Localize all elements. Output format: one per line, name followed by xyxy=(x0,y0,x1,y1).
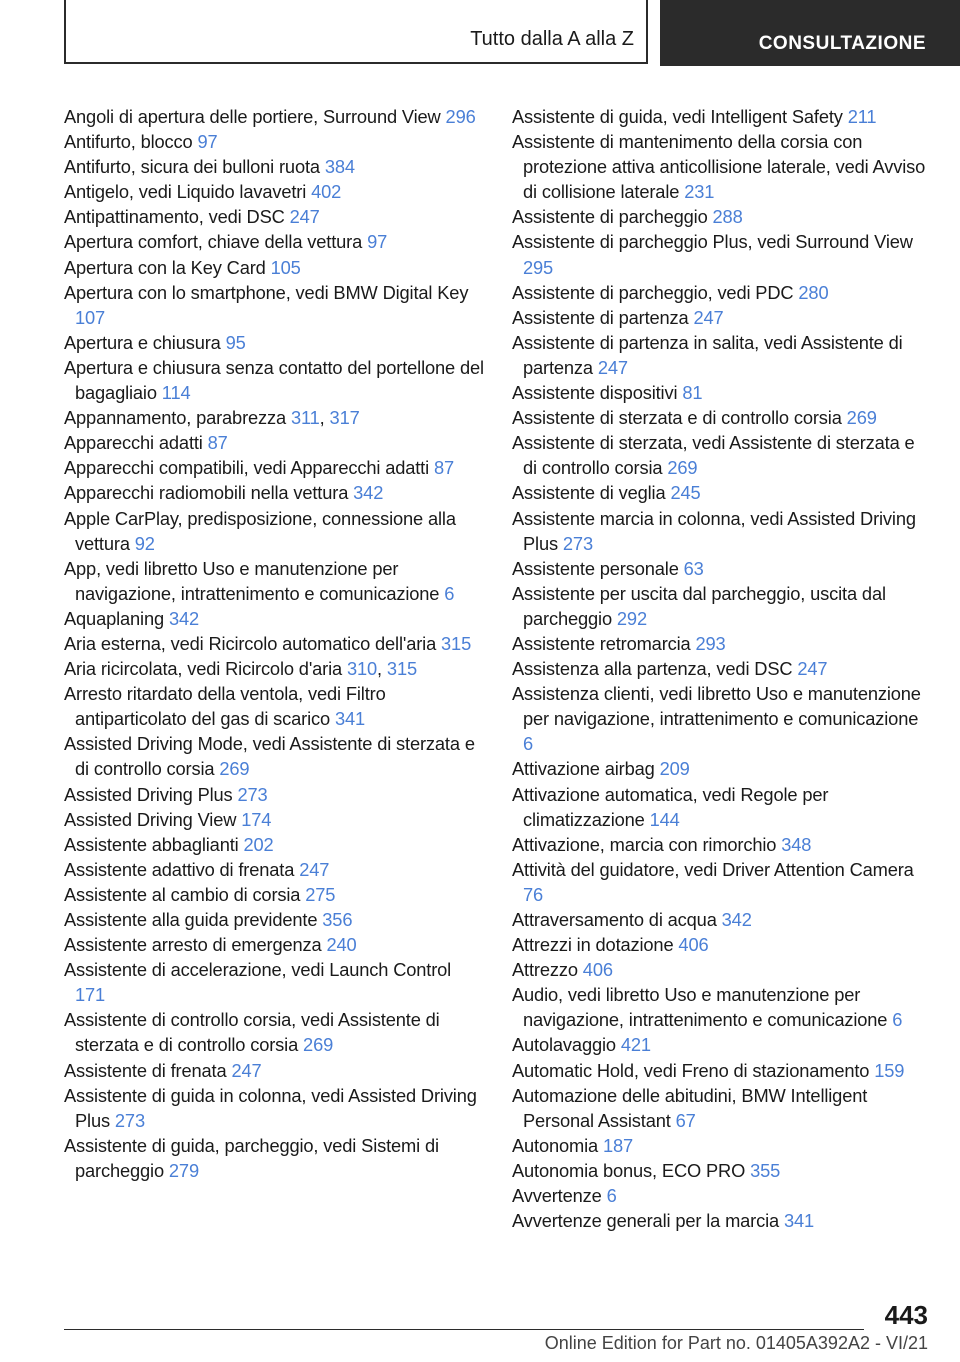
page-reference-link[interactable]: 144 xyxy=(649,808,680,830)
index-entry: Appannamento, parabrezza 311, 317 xyxy=(64,407,360,429)
index-entry xyxy=(512,405,932,430)
index-entry xyxy=(512,1183,932,1208)
page-number: 443 xyxy=(884,1300,928,1330)
index-entry xyxy=(64,330,484,355)
index-entry xyxy=(64,430,484,455)
index-entry xyxy=(64,832,484,857)
page-reference-link[interactable]: 269 xyxy=(846,407,877,429)
index-entry-text: Assistente al cambio di corsia xyxy=(64,883,301,905)
page-reference-link[interactable]: 92 xyxy=(134,532,155,554)
index-entry xyxy=(64,1058,484,1083)
index-entry-text: Assistente di guida, vedi Intelligent Safety xyxy=(512,106,843,127)
index-column-left xyxy=(64,104,484,1183)
page-reference-link[interactable]: 81 xyxy=(682,382,703,404)
index-entry-text: Autonomia xyxy=(512,1134,599,1156)
index-entry-text: Appannamento, parabrezza xyxy=(64,407,287,429)
page-reference-link[interactable]: 269 xyxy=(303,1034,334,1056)
index-entry-text: Assistente di partenza xyxy=(512,306,689,328)
page-reference-link[interactable]: 342 xyxy=(168,607,200,629)
index-entry-text: Assistente di parcheggio xyxy=(512,206,708,228)
index-entry-text: Apparecchi radiomobili nella vettura xyxy=(64,482,349,504)
page-reference-link[interactable]: 315 xyxy=(441,632,472,654)
index-entry xyxy=(512,480,932,505)
index-entry-text: Autolavaggio xyxy=(512,1034,616,1056)
page-reference-link[interactable]: 280 xyxy=(798,281,829,303)
index-entry-text: App, vedi libretto Uso e manutenzione per navigazione, intrattenimento e comunicazione xyxy=(64,557,440,604)
page-reference-link[interactable]: 6 xyxy=(444,582,455,604)
index-entry xyxy=(64,179,484,204)
page-reference-link[interactable]: 67 xyxy=(675,1109,696,1131)
page-reference-link[interactable]: 247 xyxy=(299,858,330,880)
page-reference-link[interactable]: 247 xyxy=(693,306,724,328)
index-entry xyxy=(512,957,932,982)
index-entry-text: Assistente di parcheggio, vedi PDC xyxy=(512,281,794,303)
index-entry xyxy=(64,1007,484,1057)
index-entry xyxy=(64,480,484,505)
page-reference-link[interactable]: 114 xyxy=(161,382,191,404)
page-reference-link[interactable]: 279 xyxy=(168,1159,199,1181)
index-entry-text: Aquaplaning xyxy=(64,607,165,629)
index-entry-text: Apertura e chiusura senza contatto del portellone del bagagliaio xyxy=(64,356,484,404)
page-reference-link[interactable]: 6 xyxy=(523,733,534,755)
index-entry-text: Avvertenze xyxy=(512,1185,602,1207)
chapter-tab xyxy=(660,0,960,66)
index-entry-text: Antifurto, sicura dei bulloni ruota xyxy=(64,156,320,178)
page-reference-link[interactable]: 63 xyxy=(683,557,704,579)
index-entry-text: Assistenza alla partenza, vedi DSC xyxy=(512,658,793,680)
page-reference-link[interactable]: 247 xyxy=(597,356,628,378)
index-entry-text: Assistente di guida, parcheggio, vedi Sistemi di parcheggio xyxy=(64,1134,439,1181)
index-entry-text: Attività del guidatore, vedi Driver Attention Camera xyxy=(512,858,914,880)
page-reference-link[interactable]: 341 xyxy=(334,708,366,730)
index-entry xyxy=(64,681,484,731)
index-entry-text: Antipattinamento, vedi DSC xyxy=(64,206,285,228)
index-entry xyxy=(512,104,932,129)
index-entry-text: Attrezzo xyxy=(512,959,578,981)
index-entry-text: Avvertenze generali per la marcia xyxy=(512,1210,780,1232)
index-entry-text: Assistente di veglia xyxy=(512,482,666,504)
page-reference-link[interactable]: 97 xyxy=(367,231,388,253)
page-reference-link[interactable]: 293 xyxy=(695,632,726,654)
page-reference-link[interactable]: 273 xyxy=(114,1109,145,1131)
index-entry-text: Assistente di sterzata e di controllo corsia xyxy=(512,407,842,429)
page-reference-link[interactable]: 406 xyxy=(582,959,613,981)
index-entry-text: Assistente arresto di emergenza xyxy=(64,934,322,956)
index-entry xyxy=(512,656,932,681)
page-reference-link[interactable]: 171 xyxy=(75,984,106,1006)
index-entry xyxy=(64,857,484,882)
page-reference-link[interactable]: 269 xyxy=(667,457,698,479)
index-entry-text: Assistente di guida in colonna, vedi Assisted Driving Plus xyxy=(64,1084,477,1131)
index-entry-text: Assistente di mantenimento della corsia con protezione attiva anticollisione laterale, vedi Avviso di collisione laterale xyxy=(512,131,926,203)
index-entry xyxy=(512,556,932,581)
page-reference-link[interactable]: 273 xyxy=(562,532,593,554)
index-entry-text: Assistente personale xyxy=(512,557,679,579)
index-entry xyxy=(512,832,932,857)
index-entry-text: Apparecchi adatti xyxy=(64,432,203,454)
page-reference-link[interactable]: 97 xyxy=(197,131,218,153)
index-entry-text: Assistente abbaglianti xyxy=(64,833,239,855)
index-entry xyxy=(64,455,484,480)
page-reference-link[interactable]: 209 xyxy=(659,758,690,780)
index-entry xyxy=(64,104,484,129)
header-rule xyxy=(64,62,648,64)
page-reference-link[interactable]: 159 xyxy=(874,1059,905,1081)
index-entry-text: Assistente di sterzata, vedi Assistente di sterzata e di controllo corsia xyxy=(512,432,915,479)
index-entry-text: Apertura con lo smartphone, vedi BMW Digital Key xyxy=(64,281,469,303)
index-entry-text: Arresto ritardato della ventola, vedi Filtro antiparticolato del gas di scarico xyxy=(64,683,386,730)
index-entry xyxy=(64,782,484,807)
index-entry xyxy=(512,756,932,781)
index-entry-text: Apparecchi compatibili, vedi Apparecchi adatti xyxy=(64,457,430,479)
index-entry xyxy=(512,380,932,405)
index-entry-text: Assistente alla guida previdente xyxy=(64,909,318,930)
index-entry-text: Attivazione, marcia con rimorchio xyxy=(512,833,777,855)
index-entry-text: Automazione delle abitudini, BMW Intelligent Personal Assistant xyxy=(512,1084,868,1131)
index-entry-text: Apertura comfort, chiave della vettura xyxy=(64,231,363,253)
page-reference-link[interactable]: 317 xyxy=(329,407,360,429)
index-entry xyxy=(512,932,932,957)
page-reference-link[interactable]: 247 xyxy=(231,1059,262,1081)
index-entry xyxy=(64,129,484,154)
page-reference-link[interactable]: 6 xyxy=(606,1185,617,1207)
index-entry xyxy=(64,807,484,832)
index-entry-text: Attivazione automatica, vedi Regole per climatizzazione xyxy=(512,783,829,830)
index-entry xyxy=(512,1083,932,1133)
index-entry-text: Assisted Driving View xyxy=(64,808,237,830)
index-entry-text: Aria esterna, vedi Ricircolo automatico dell'aria xyxy=(64,632,437,654)
index-entry xyxy=(512,430,932,480)
index-entry xyxy=(64,280,484,330)
page-reference-link[interactable]: 174 xyxy=(241,808,272,830)
index-entry xyxy=(512,681,932,756)
index-entry xyxy=(512,506,932,556)
page-reference-link[interactable]: 315 xyxy=(386,658,417,680)
page-reference-link[interactable]: 187 xyxy=(603,1134,634,1156)
index-entry xyxy=(512,1058,932,1083)
index-entry-text: Assistente adattivo di frenata xyxy=(64,858,295,880)
page-reference-link[interactable]: 355 xyxy=(750,1159,781,1181)
index-entry-text: Apple CarPlay, predisposizione, connessione alla vettura xyxy=(64,507,456,554)
index-entry-text: Assisted Driving Mode, vedi Assistente di sterzata e di controllo corsia xyxy=(64,733,475,780)
page-reference-link[interactable]: 310 xyxy=(346,658,378,680)
page-reference-link[interactable]: 269 xyxy=(219,758,250,780)
page-reference-link[interactable]: 240 xyxy=(326,934,357,956)
index-entry-text: Assistenza clienti, vedi libretto Uso e manutenzione per navigazione, intrattenimento e comunicazione xyxy=(512,683,921,730)
page-reference-link[interactable]: 245 xyxy=(670,482,701,504)
page-reference-link[interactable]: 202 xyxy=(243,833,274,855)
page-reference-link[interactable]: 76 xyxy=(523,883,544,905)
index-entry xyxy=(64,355,484,405)
page-reference-link[interactable]: 311 xyxy=(290,407,320,429)
index-entry xyxy=(512,1158,932,1183)
index-entry xyxy=(64,506,484,556)
index-entry xyxy=(512,857,932,907)
index-entry xyxy=(64,731,484,781)
index-entry-text: Assistente retromarcia xyxy=(512,632,691,654)
index-entry-text: Assistente di controllo corsia, vedi Assistente di sterzata e di controllo corsia xyxy=(64,1009,440,1056)
edition-note: Online Edition for Part no. 01405A392A2 - VI/21 xyxy=(544,1333,928,1353)
index-entry-text: Assistente marcia in colonna, vedi Assisted Driving Plus xyxy=(512,507,916,554)
index-entry-text: Aria ricircolata, vedi Ricircolo d'aria xyxy=(64,658,343,680)
page-reference-link[interactable]: 6 xyxy=(892,1009,903,1031)
page-reference-link[interactable]: 275 xyxy=(305,883,336,905)
page-reference-link[interactable]: 342 xyxy=(721,909,752,930)
page-reference-link[interactable]: 402 xyxy=(311,181,342,203)
page-reference-link[interactable]: 273 xyxy=(237,783,268,805)
index-entry-text: Assistente dispositivi xyxy=(512,382,678,404)
page-reference-link[interactable]: 95 xyxy=(225,331,246,353)
page-reference-link[interactable]: 87 xyxy=(433,457,455,479)
section-title: Tutto dalla A alla Z xyxy=(470,28,634,50)
page-reference-link[interactable]: 231 xyxy=(684,181,715,203)
page-reference-link[interactable]: 356 xyxy=(322,909,353,930)
header-right-rule xyxy=(646,0,648,64)
index-entry xyxy=(512,204,932,229)
index-entry xyxy=(64,631,484,656)
index-entry xyxy=(512,229,932,279)
page-reference-link[interactable]: 342 xyxy=(353,482,384,504)
index-entry xyxy=(64,882,484,907)
header-left-rule xyxy=(64,0,66,64)
page-reference-link[interactable]: 247 xyxy=(797,658,828,680)
index-entry xyxy=(512,305,932,330)
page-reference-link[interactable]: 296 xyxy=(445,106,476,127)
index-entry-text: Audio, vedi libretto Uso e manutenzione per navigazione, intrattenimento e comunicazione xyxy=(512,984,888,1031)
index-entry xyxy=(64,606,484,631)
index-entry: Aria ricircolata, vedi Ricircolo d'aria 310, 315 xyxy=(64,658,417,680)
index-entry-text: Angoli di apertura delle portiere, Surround View xyxy=(64,106,441,127)
index-entry xyxy=(64,556,484,606)
index-entry xyxy=(512,907,932,932)
index-entry xyxy=(64,1083,484,1133)
page-reference-link[interactable]: 406 xyxy=(678,934,709,956)
page-reference-link[interactable]: 421 xyxy=(620,1034,651,1056)
page-reference-link[interactable]: 107 xyxy=(75,306,106,328)
index-entry-text: Attrezzi in dotazione xyxy=(512,934,674,956)
index-entry xyxy=(512,1032,932,1057)
index-entry-text: Assisted Driving Plus xyxy=(64,783,233,805)
index-entry-text: Assistente di partenza in salita, vedi Assistente di partenza xyxy=(512,331,903,378)
index-entry xyxy=(64,229,484,254)
index-column-right xyxy=(512,104,932,1233)
index-entry xyxy=(64,932,484,957)
index-entry xyxy=(512,1133,932,1158)
index-entry-text: Attraversamento di acqua xyxy=(512,909,717,930)
index-entry-text: Automatic Hold, vedi Freno di stazionamento xyxy=(512,1059,870,1081)
index-entry xyxy=(64,1133,484,1183)
index-entry xyxy=(512,982,932,1032)
chapter-label: CONSULTAZIONE xyxy=(758,33,926,54)
index-entry-text: Antigelo, vedi Liquido lavavetri xyxy=(64,181,307,203)
index-entry xyxy=(512,129,932,204)
page-reference-link[interactable]: 105 xyxy=(270,256,301,278)
index-entry-text: Assistente di parcheggio Plus, vedi Surround View xyxy=(512,231,913,253)
page-reference-link[interactable]: 295 xyxy=(523,256,554,278)
index-entry xyxy=(512,330,932,380)
index-entry-text: Attivazione airbag xyxy=(512,758,655,780)
page-reference-link[interactable]: 247 xyxy=(289,206,320,228)
page-reference-link[interactable]: 292 xyxy=(616,607,647,629)
index-entry xyxy=(64,957,484,1007)
page-reference-link[interactable]: 341 xyxy=(783,1210,815,1232)
index-entry-text: Assistente di accelerazione, vedi Launch Control xyxy=(64,959,452,981)
index-entry xyxy=(64,204,484,229)
index-entry xyxy=(512,1208,932,1233)
page-reference-link[interactable]: 211 xyxy=(847,106,877,127)
footer-rule xyxy=(64,1329,864,1330)
index-entry-text: Antifurto, blocco xyxy=(64,131,193,153)
index-entry-text: Assistente di frenata xyxy=(64,1059,227,1081)
index-entry xyxy=(512,280,932,305)
index-entry xyxy=(64,255,484,280)
index-entry xyxy=(64,907,484,932)
page-reference-link[interactable]: 87 xyxy=(207,432,228,454)
index-entry xyxy=(512,631,932,656)
page-reference-link[interactable]: 384 xyxy=(324,156,355,178)
index-entry xyxy=(512,782,932,832)
index-entry-text: Apertura e chiusura xyxy=(64,331,221,353)
index-entry-text: Assistente per uscita dal parcheggio, uscita dal parcheggio xyxy=(512,582,886,629)
index-entry xyxy=(64,154,484,179)
page-reference-link[interactable]: 288 xyxy=(712,206,743,228)
index-entry xyxy=(512,581,932,631)
page-reference-link[interactable]: 348 xyxy=(781,833,812,855)
index-entry-text: Apertura con la Key Card xyxy=(64,256,266,278)
index-entry-text: Autonomia bonus, ECO PRO xyxy=(512,1159,746,1181)
